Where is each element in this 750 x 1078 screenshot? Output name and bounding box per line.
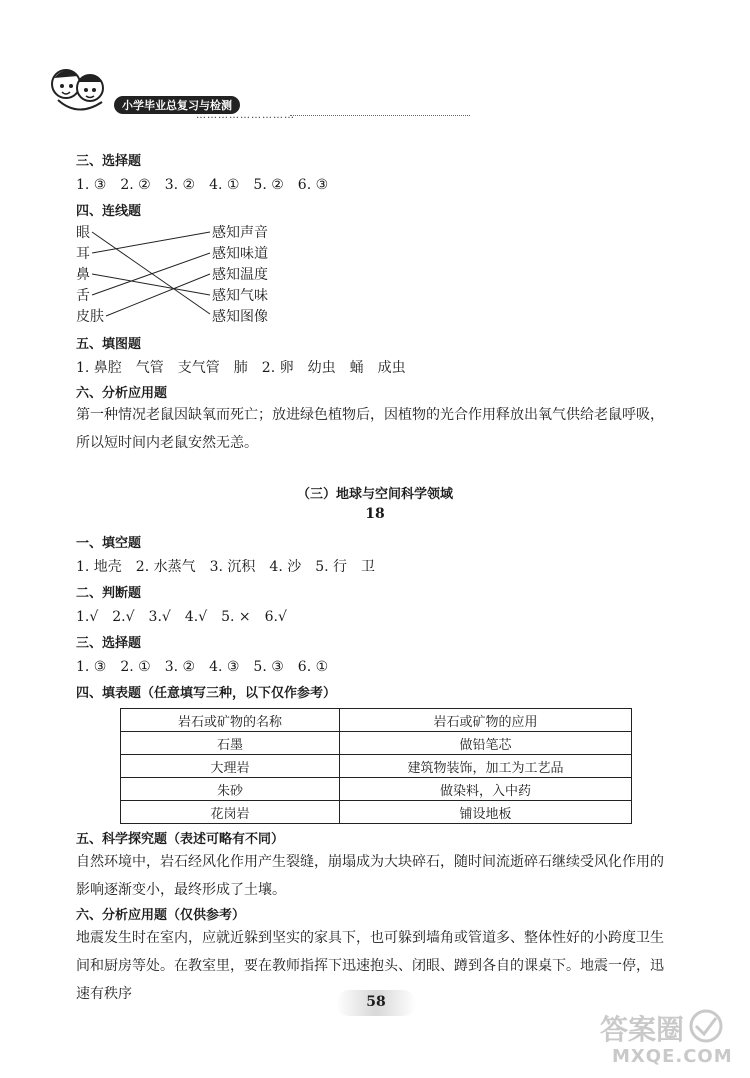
match-right-item: 感知声音: [212, 225, 268, 241]
earth-table-heading: 四、填表题（任意填写三种，以下仅作参考）: [76, 686, 337, 701]
bio-choice-answers: 1. ③ 2. ② 3. ② 4. ① 5. ② 6. ③: [76, 177, 329, 193]
earth-analysis-text: 地震发生时在室内，应就近躲到坚实的家具下，也可躲到墙角或管道多、整体性好的小跨度卫生间和厨房等处。在教室里，要在教师指挥下迅速抱头、闭眼、蹲到各自的课桌下。地震一停，迅速有秩序: [76, 930, 664, 1002]
watermark-badge-icon: [686, 1008, 726, 1044]
table-header-row: [121, 709, 632, 732]
table-cell: 建筑物装饰，加工为工艺品: [340, 755, 632, 778]
match-right-item: 感知图像: [212, 309, 268, 325]
match-left-item: 皮肤: [76, 309, 104, 325]
rock-mineral-table: [120, 708, 632, 824]
table-row: [121, 778, 632, 801]
match-left-item: 鼻: [76, 267, 90, 283]
earth-judge-heading: 二、判断题: [76, 586, 142, 601]
table-cell: 做染料，入中药: [340, 778, 632, 801]
earth-inquiry-text: 自然环境中，岩石经风化作用产生裂缝，崩塌成为大块碎石，随时间流逝碎石继续受风化作用的影响逐渐变小，最终形成了土壤。: [76, 854, 664, 898]
earth-fill-heading: 一、填空题: [76, 536, 142, 551]
match-left-item: 眼: [76, 225, 90, 241]
page-number: 58: [366, 994, 386, 1010]
earth-choice-heading: 三、选择题: [76, 636, 142, 651]
table-cell: 石墨: [121, 732, 340, 755]
earth-inquiry-heading: 五、科学探究题（表述可略有不同）: [76, 832, 285, 847]
table-row: [121, 755, 632, 778]
match-right-item: 感知气味: [212, 288, 268, 304]
bio-choice-heading: 三、选择题: [76, 154, 142, 169]
earth-choice-answers: 1. ③ 2. ① 3. ② 4. ③ 5. ③ 6. ①: [76, 659, 329, 675]
match-line-nose-smell: [92, 274, 210, 295]
earth-analysis-heading: 六、分析应用题（仅供参考）: [76, 908, 246, 923]
watermark-text-cn: 答案圈: [600, 1013, 685, 1046]
table-header-cell: 岩石或矿物的应用: [340, 709, 632, 732]
bio-fill-heading: 五、填图题: [76, 337, 142, 352]
bio-analysis-text: 第一种情况老鼠因缺氧而死亡；放进绿色植物后，因植物的光合作用释放出氧气供给老鼠呼吸，所以短时间内老鼠安然无恙。: [76, 407, 664, 451]
match-line-ear-sound: [92, 232, 210, 253]
bio-match-heading: 四、连线题: [76, 204, 142, 219]
match-line-tongue-taste: [92, 253, 210, 295]
table-cell: 大理岩: [121, 755, 340, 778]
table-cell: 做铅笔芯: [340, 732, 632, 755]
table-row: [121, 732, 632, 755]
table-cell: 花岗岩: [121, 801, 340, 824]
match-line-skin-temp: [106, 274, 210, 316]
match-line-eye-image: [92, 232, 210, 314]
match-left-item: 舌: [76, 288, 90, 304]
bio-analysis-heading: 六、分析应用题: [76, 386, 168, 401]
header-dots: ………………………: [196, 110, 295, 121]
table-cell: 铺设地板: [340, 801, 632, 824]
earth-judge-answers: 1.√ 2.√ 3.√ 4.√ 5. × 6.√: [76, 609, 287, 625]
series-title: 小学毕业总复习与检测: [114, 96, 240, 114]
section-title: （三）地球与空间科学领域: [296, 487, 453, 502]
bio-fill-answers: 1. 鼻腔 气管 支气管 肺 2. 卵 幼虫 蛹 成虫: [76, 360, 406, 376]
section-number: 18: [365, 506, 385, 522]
watermark-logo: [600, 1008, 740, 1070]
table-row: [121, 801, 632, 824]
match-right-item: 感知味道: [212, 246, 268, 262]
match-left-item: 耳: [76, 246, 90, 262]
earth-fill-answers: 1. 地壳 2. 水蒸气 3. 沉积 4. 沙 5. 行 卫: [76, 559, 376, 575]
table-cell: 朱砂: [121, 778, 340, 801]
watermark-text-url: MXQE.COM: [612, 1046, 733, 1067]
match-right-item: 感知温度: [212, 267, 268, 283]
table-header-cell: 岩石或矿物的名称: [121, 709, 340, 732]
